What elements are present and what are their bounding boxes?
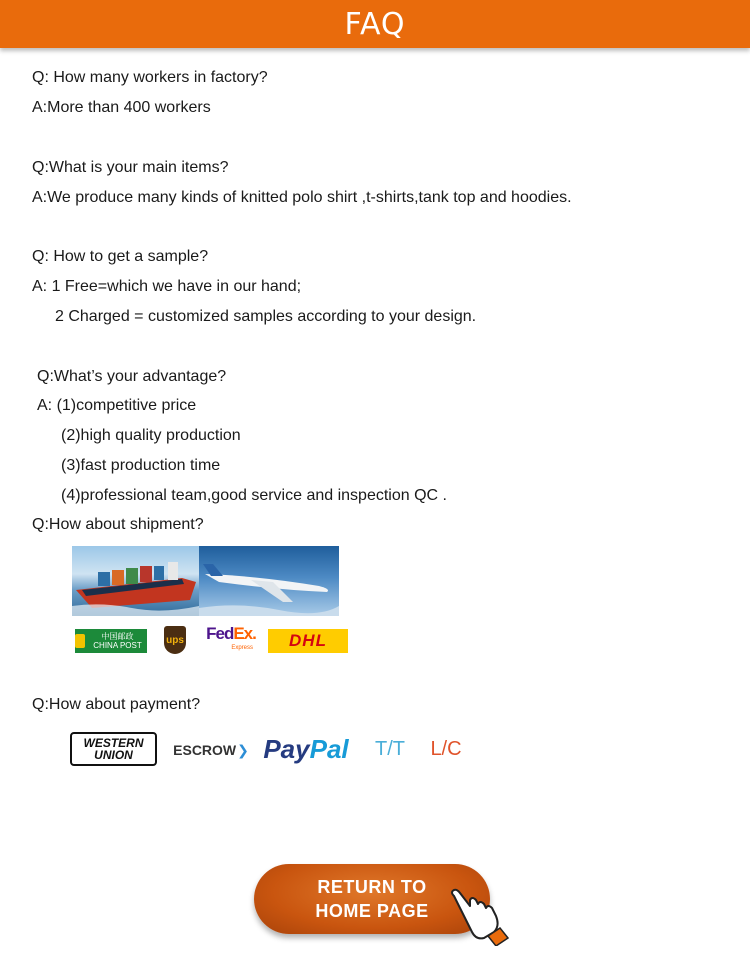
pointing-hand-icon: [448, 886, 512, 946]
faq-answer: A: (1)competitive price: [37, 397, 197, 414]
faq-question: Q: How to get a sample?: [32, 248, 209, 265]
return-button-label: RETURN TO: [317, 877, 427, 897]
page-title: FAQ: [344, 6, 406, 42]
ups-logo: [164, 626, 186, 654]
faq-question: Q:What’s your advantage?: [37, 368, 227, 385]
escrow-logo: [173, 740, 249, 760]
faq-answer: 2 Charged = customized samples according to your design.: [55, 308, 477, 325]
western-union-label: UNION: [94, 748, 133, 762]
paypal-label: Pay: [263, 733, 310, 764]
ups-label: ups: [166, 634, 184, 646]
faq-answer: A: 1 Free=which we have in our hand;: [32, 278, 302, 295]
faq-question: Q:How about shipment?: [32, 516, 204, 533]
faq-question: Q: How many workers in factory?: [32, 69, 268, 86]
escrow-label: ESCROW: [173, 742, 237, 758]
faq-answer: (3)fast production time: [61, 457, 221, 474]
fedex-sub-label: Express: [231, 645, 253, 651]
faq-answer: (4)professional team,good service and inspection QC .: [61, 487, 447, 504]
lc-logo: [430, 736, 462, 762]
fedex-logo: [205, 624, 257, 654]
dhl-label: DHL: [289, 631, 327, 650]
dhl-logo: [268, 629, 348, 653]
china-post-label: 中国邮政 CHINA POST: [93, 632, 142, 650]
faq-header: [0, 0, 750, 48]
faq-answer: A:More than 400 workers: [32, 99, 211, 116]
paypal-label: Pal: [309, 733, 349, 764]
western-union-logo: [70, 732, 157, 766]
paypal-logo: [256, 732, 356, 766]
lc-label: L/C: [430, 737, 462, 760]
faq-question: Q:What is your main items?: [32, 159, 229, 176]
faq-answer: A:We produce many kinds of knitted polo shirt ,t-shirts,tank top and hoodies.: [32, 189, 572, 206]
return-button-label: HOME PAGE: [315, 901, 429, 921]
china-post-icon: [75, 634, 85, 648]
arrow-icon: ❯: [237, 741, 249, 758]
faq-answer: (2)high quality production: [61, 427, 241, 444]
china-post-logo: [75, 629, 147, 653]
tt-label: T/T: [375, 737, 405, 760]
western-union-label: WESTERN: [83, 736, 144, 750]
cargo-ship-image: [72, 546, 199, 616]
tt-logo: [374, 736, 406, 762]
airplane-image: [199, 546, 339, 616]
faq-question: Q:How about payment?: [32, 696, 201, 713]
fedex-label: FedEx.: [206, 624, 256, 643]
